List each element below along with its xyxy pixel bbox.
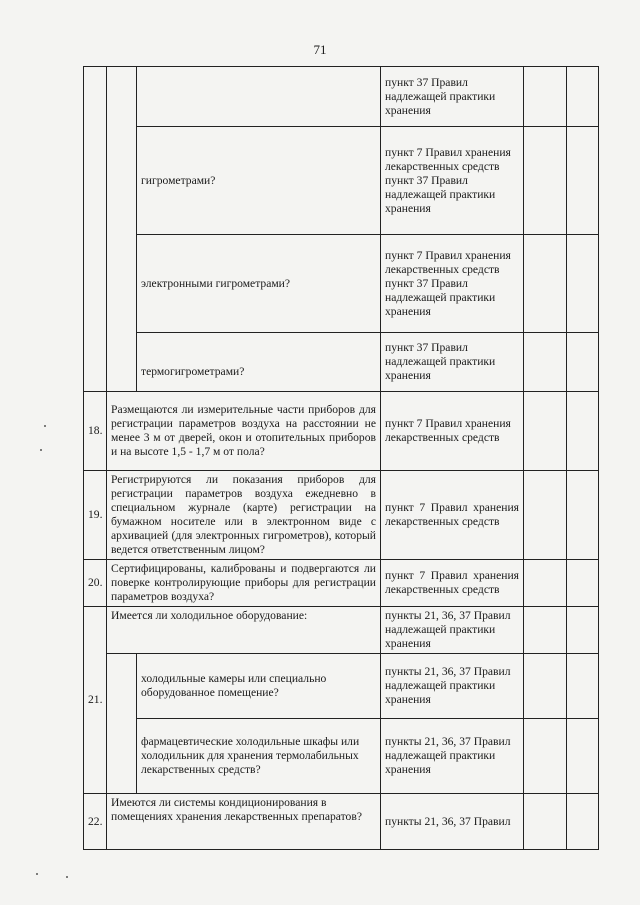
answer-yes-cell <box>524 654 567 719</box>
answer-yes-cell <box>524 794 567 850</box>
table-row <box>84 471 599 560</box>
question-cell: электронными гигрометрами? <box>137 235 381 333</box>
answer-no-cell <box>567 794 599 850</box>
question-cell: Сертифицированы, калиброваны и подвергаются ли поверке контролирующие приборы для регистрации параметров воздуха? <box>107 560 381 607</box>
row-number: 21. <box>84 607 107 794</box>
question-cell: фармацевтические холодильные шкафы или холодильник для хранения термолабильных лекарственных средств? <box>137 719 381 794</box>
scan-speck <box>44 425 46 427</box>
row-number: 20. <box>84 560 107 607</box>
table-row <box>84 607 599 654</box>
sub-indent-cell <box>107 654 137 794</box>
table-row <box>84 654 599 719</box>
answer-no-cell <box>567 607 599 654</box>
question-cell: Имеются ли системы кондиционирования в помещениях хранения лекарственных препаратов? <box>107 794 381 850</box>
answer-no-cell <box>567 127 599 235</box>
question-cell: Размещаются ли измерительные части приборов для регистрации параметров воздуха на расстоянии не менее 3 м от дверей, окон и отопительных приборов и на высоте 1,5 - 1,7 м от пола? <box>107 392 381 471</box>
question-cell: Имеется ли холодильное оборудование: <box>107 607 381 654</box>
checklist-table <box>83 66 599 850</box>
answer-no-cell <box>567 392 599 471</box>
reference-cell: пункты 21, 36, 37 Правил надлежащей практики хранения <box>381 654 524 719</box>
answer-yes-cell <box>524 127 567 235</box>
table-row <box>84 235 599 333</box>
row-number: 19. <box>84 471 107 560</box>
answer-yes-cell <box>524 471 567 560</box>
answer-yes-cell <box>524 560 567 607</box>
table-row <box>84 719 599 794</box>
reference-cell: пункт 37 Правил надлежащей практики хранения <box>381 67 524 127</box>
reference-cell: пункт 7 Правил хранения лекарственных средств <box>381 560 524 607</box>
table-row <box>84 127 599 235</box>
answer-no-cell <box>567 333 599 392</box>
question-cell: холодильные камеры или специально оборудованное помещение? <box>137 654 381 719</box>
question-cell: Регистрируются ли показания приборов для регистрации параметров воздуха ежедневно в специальном журнале (карте) регистрации на бумажном носителе или в электронном виде с архивацией (для электронных гигрометров), который ведется ответственным лицом? <box>107 471 381 560</box>
page-number: 71 <box>313 42 327 57</box>
answer-no-cell <box>567 654 599 719</box>
answer-no-cell <box>567 719 599 794</box>
reference-cell: пункты 21, 36, 37 Правил <box>381 794 524 850</box>
answer-yes-cell <box>524 235 567 333</box>
number-cell <box>84 67 107 392</box>
answer-yes-cell <box>524 392 567 471</box>
answer-yes-cell <box>524 333 567 392</box>
table-row <box>84 794 599 850</box>
reference-cell: пункты 21, 36, 37 Правил надлежащей практики хранения <box>381 719 524 794</box>
table-row <box>84 392 599 471</box>
table-row <box>84 333 599 392</box>
answer-no-cell <box>567 471 599 560</box>
scan-speck <box>40 449 42 451</box>
reference-cell: пункты 21, 36, 37 Правил надлежащей практики хранения <box>381 607 524 654</box>
answer-yes-cell <box>524 719 567 794</box>
answer-no-cell <box>567 67 599 127</box>
question-cell: гигрометрами? <box>137 127 381 235</box>
question-cell <box>137 67 381 127</box>
sub-indent-cell <box>107 67 137 392</box>
row-number: 22. <box>84 794 107 850</box>
answer-yes-cell <box>524 67 567 127</box>
reference-cell: пункт 7 Правил хранения лекарственных средств пункт 37 Правил надлежащей практики хранения <box>381 127 524 235</box>
answer-no-cell <box>567 235 599 333</box>
scan-speck <box>66 876 68 878</box>
answer-yes-cell <box>524 607 567 654</box>
question-cell: термогигрометрами? <box>137 333 381 392</box>
answer-no-cell <box>567 560 599 607</box>
reference-cell: пункт 37 Правил надлежащей практики хранения <box>381 333 524 392</box>
reference-cell: пункт 7 Правил хранения лекарственных средств <box>381 471 524 560</box>
reference-cell: пункт 7 Правил хранения лекарственных средств <box>381 392 524 471</box>
table-row <box>84 67 599 127</box>
table-row <box>84 560 599 607</box>
row-number: 18. <box>84 392 107 471</box>
scan-speck <box>36 873 38 875</box>
reference-cell: пункт 7 Правил хранения лекарственных средств пункт 37 Правил надлежащей практики хранения <box>381 235 524 333</box>
